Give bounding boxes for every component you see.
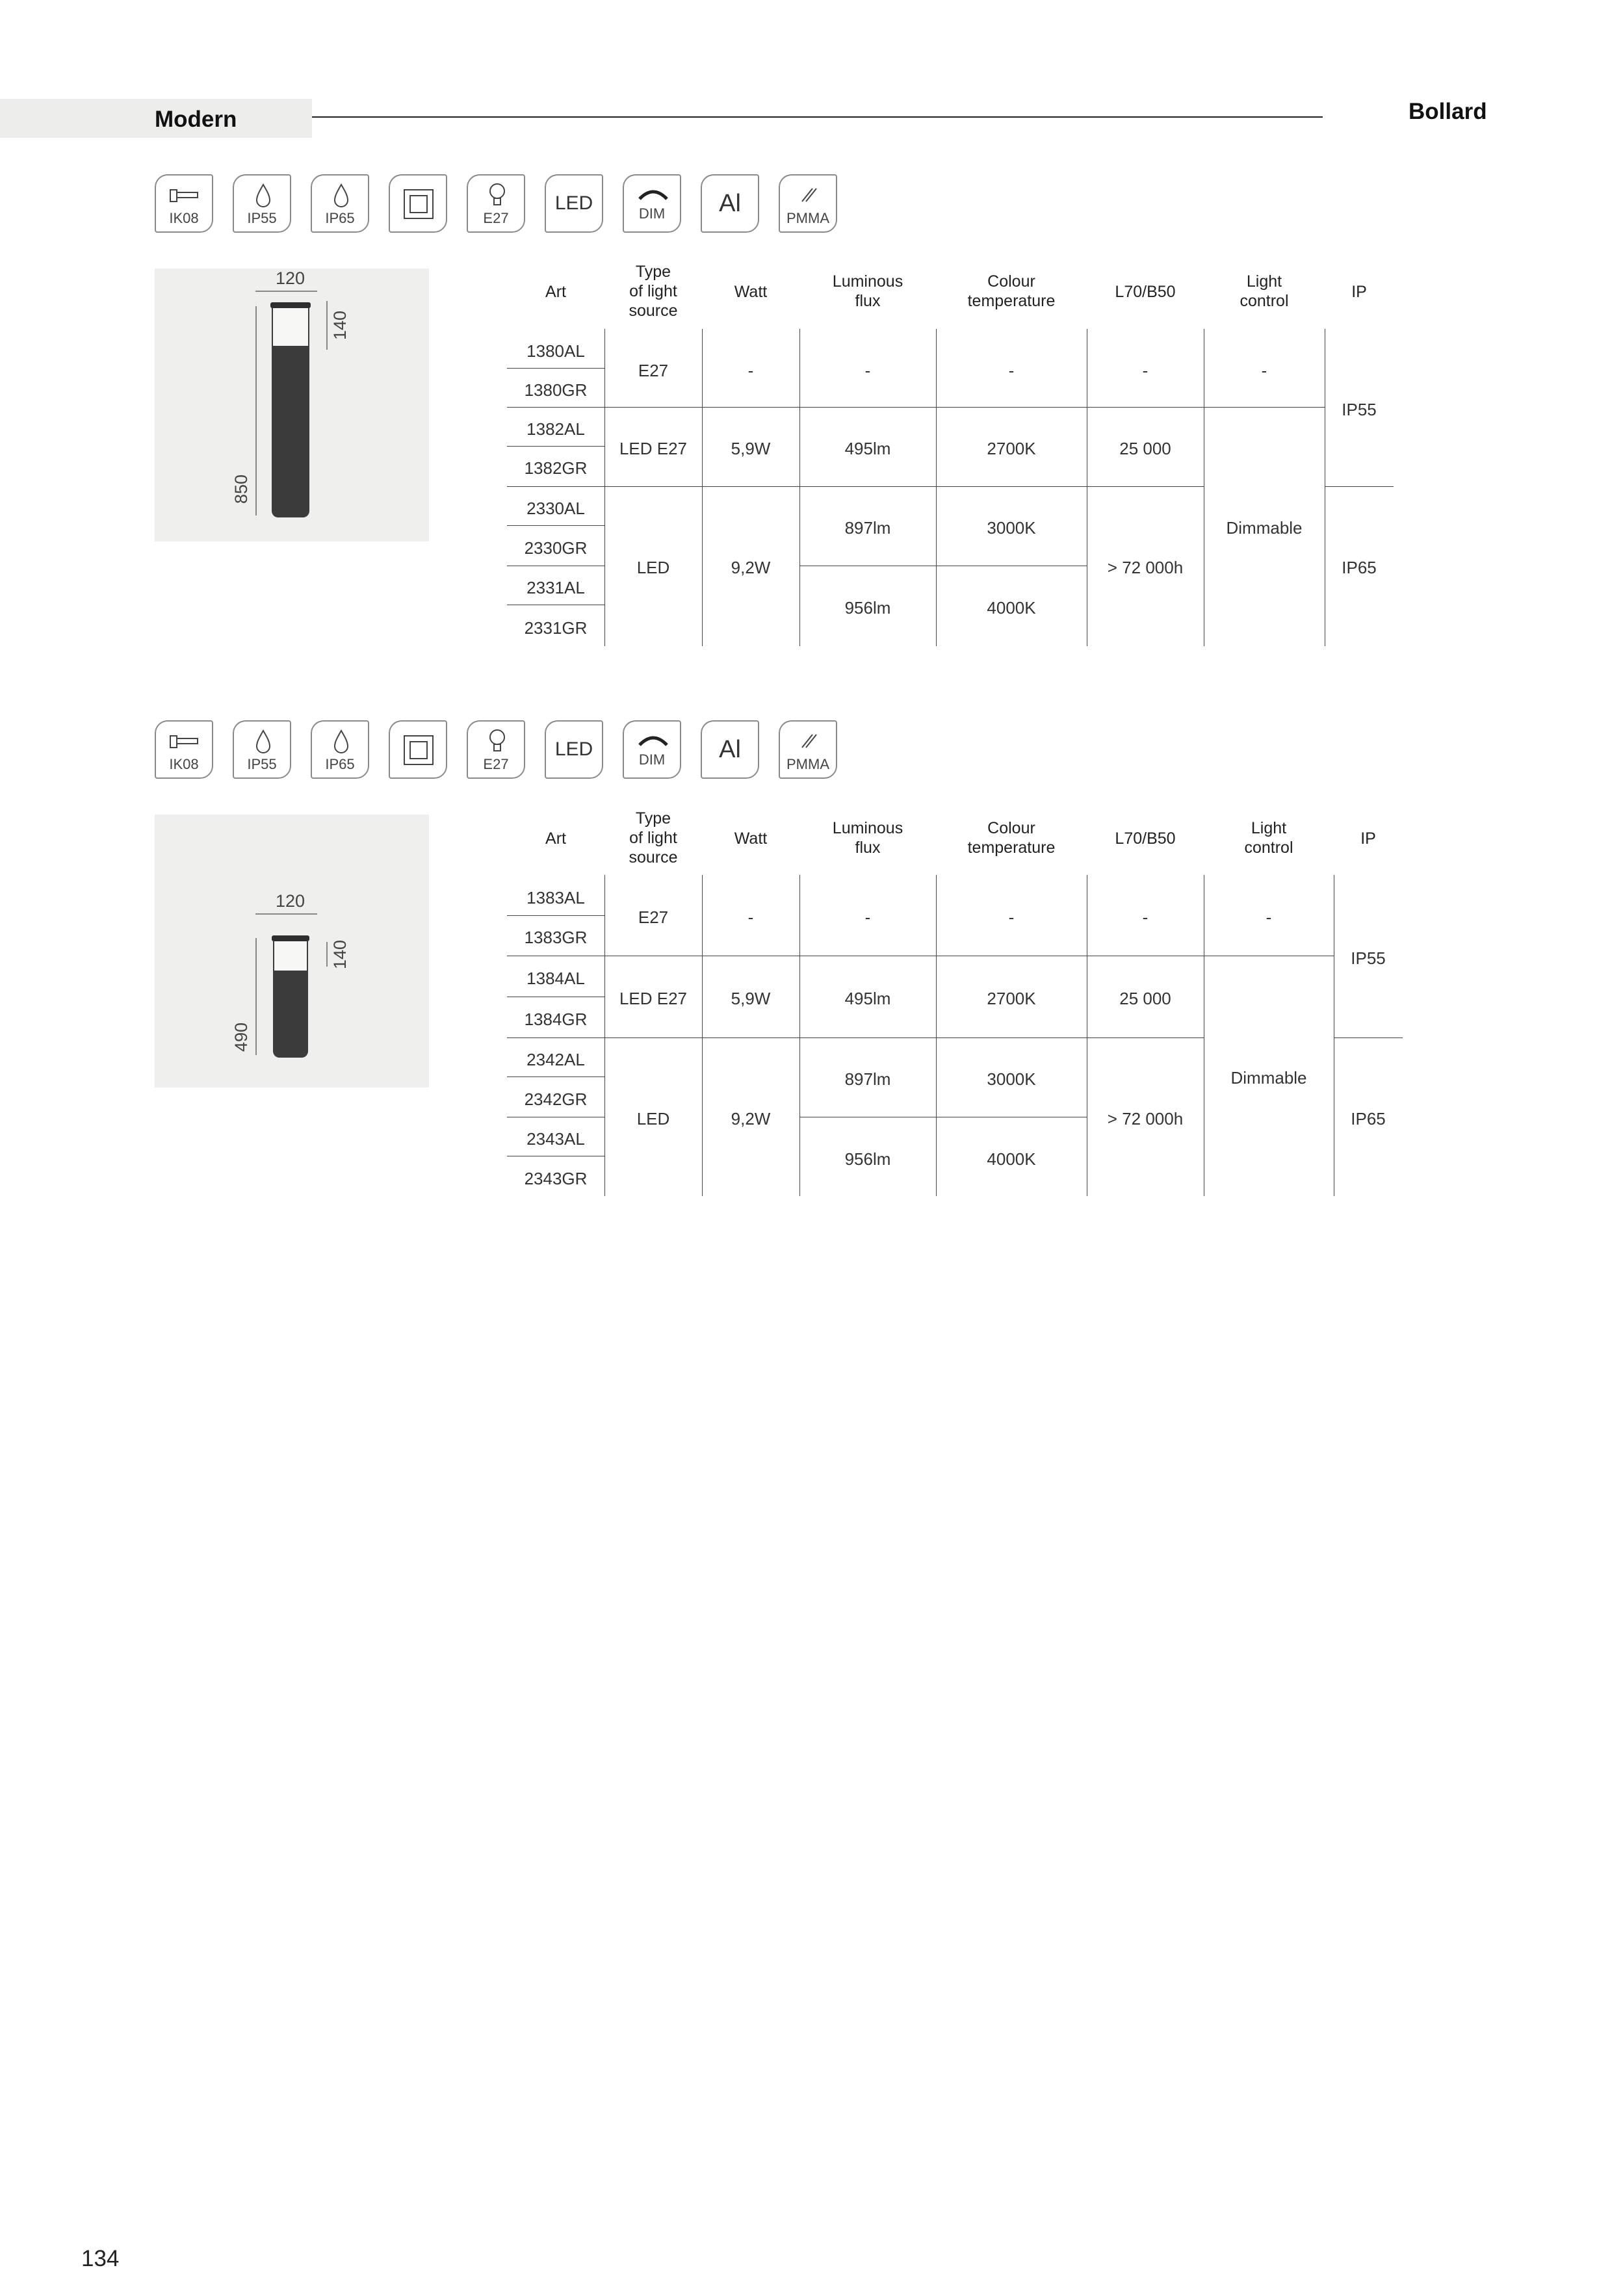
art-cell: 2343GR [524,1169,588,1188]
watt-cell: 9,2W [731,1109,771,1128]
header-colour: Colour temperature [967,819,1056,857]
row-divider [507,525,604,526]
class-ii-icon [389,174,447,233]
header-watt: Watt [734,829,768,848]
page-number: 134 [81,2246,120,2271]
width-dimension: 120 [276,268,305,288]
watt-cell: 5,9W [731,439,771,458]
flux-cell: 897lm [844,518,891,538]
row-divider [507,1076,604,1077]
ip65-icon: IP65 [311,720,369,779]
flux-cell: 897lm [844,1069,891,1089]
dim-icon: DIM [623,720,681,779]
colour-cell: 3000K [987,518,1036,538]
diffuser-dimension-line [326,301,328,350]
control-cell: - [1266,907,1272,927]
height-dimension: 490 [231,1022,251,1052]
group-divider [507,1037,1204,1038]
header-l70: L70/B50 [1115,829,1176,848]
control-cell: - [1261,361,1267,380]
flux-cell: 956lm [844,598,891,618]
art-cell: 1384GR [524,1010,588,1029]
ip55-icon: IP55 [233,174,291,233]
art-cell: 2331GR [524,618,588,638]
l70-cell: > 72 000h [1107,1109,1184,1128]
colour-cell: 3000K [987,1069,1036,1089]
ip55-icon: IP55 [233,720,291,779]
group-divider [1325,486,1394,487]
art-cell: 1382AL [526,419,585,439]
header-colour: Colour temperature [967,272,1056,310]
dim-icon: DIM [623,174,681,233]
dimmable-cell: Dimmable [1230,1068,1307,1088]
aluminium-icon: Al [701,720,759,779]
bollard-cap [272,935,309,941]
ip65-icon: IP65 [311,174,369,233]
watt-cell: - [747,361,754,380]
row-divider [507,446,604,447]
type-cell: LED E27 [619,439,688,458]
product-image-bollard-850 [155,268,429,541]
ip-cell: IP55 [1351,948,1386,968]
aluminium-icon: Al [701,174,759,233]
header-flux: Luminous flux [832,819,903,857]
header-art: Art [545,283,566,301]
led-icon: LED [545,720,603,779]
type-cell: LED [636,558,670,577]
type-cell: E27 [638,907,669,927]
colour-cell: - [1008,361,1015,380]
group-divider [507,486,1204,487]
group-divider [507,407,1325,408]
class-ii-icon [389,720,447,779]
l70-cell: 25 000 [1119,989,1171,1008]
header-type: Type of light source [629,809,678,867]
height-dimension: 850 [231,474,251,504]
e27-bulb-icon: E27 [467,720,525,779]
diffuser-dimension-line [326,942,328,967]
flux-cell: 956lm [844,1149,891,1169]
bollard-diffuser [273,941,308,971]
colour-cell: 2700K [987,989,1036,1008]
dimmable-cell: Dimmable [1226,518,1303,538]
colour-cell: - [1008,907,1015,927]
l70-cell: - [1142,361,1149,380]
art-cell: 2330GR [524,538,588,558]
pmma-icon: PMMA [779,174,837,233]
header-control: Light control [1240,272,1289,310]
bollard-diffuser [272,308,309,346]
ip-cell: IP65 [1342,558,1377,577]
art-cell: 2342AL [526,1050,585,1069]
art-cell: 1380AL [526,341,585,361]
e27-bulb-icon: E27 [467,174,525,233]
art-cell: 2330AL [526,499,585,518]
type-cell: LED E27 [619,989,688,1008]
type-cell: E27 [638,361,669,380]
colour-cell: 2700K [987,439,1036,458]
watt-cell: - [747,907,754,927]
product-image-bollard-490 [155,815,429,1088]
led-icon: LED [545,174,603,233]
art-cell: 2331AL [526,578,585,597]
header-type: Type of light source [629,263,678,320]
art-cell: 1383GR [524,928,588,947]
bollard-body [272,346,309,517]
width-dimension-line [255,291,317,292]
header-watt: Watt [734,283,768,301]
flux-cell: 495lm [844,439,891,458]
art-cell: 1384AL [526,969,585,988]
ik08-icon: IK08 [155,174,213,233]
bollard-body [273,971,308,1058]
type-cell: LED [636,1109,670,1128]
l70-cell: - [1142,907,1149,927]
art-cell: 1380GR [524,380,588,400]
flux-cell: - [864,361,871,380]
width-dimension-line [255,913,317,915]
header-rule [312,116,1323,118]
category-title: Bollard [1409,99,1487,124]
art-cell: 1382GR [524,458,588,478]
colour-cell: 4000K [987,598,1036,618]
art-cell: 2342GR [524,1089,588,1109]
section-title: Modern [155,107,237,132]
ip-cell: IP55 [1342,400,1377,419]
row-divider [507,368,604,369]
group-divider [1334,1037,1403,1038]
bollard-cap [270,302,311,308]
diffuser-dimension: 140 [330,939,350,969]
pmma-icon: PMMA [779,720,837,779]
height-dimension-line [255,306,257,515]
l70-cell: 25 000 [1119,439,1171,458]
art-cell: 2343AL [526,1129,585,1149]
art-cell: 1383AL [526,888,585,907]
height-dimension-line [255,938,257,1055]
colour-cell: 4000K [987,1149,1036,1169]
section-tab [0,99,312,138]
flux-cell: - [864,907,871,927]
header-control: Light control [1244,819,1293,857]
header-ip: IP [1351,283,1367,301]
header-art: Art [545,829,566,848]
ip-cell: IP65 [1351,1109,1386,1128]
row-divider [507,915,604,916]
watt-cell: 5,9W [731,989,771,1008]
header-l70: L70/B50 [1115,283,1176,301]
header-ip: IP [1360,829,1376,848]
watt-cell: 9,2W [731,558,771,577]
flux-cell: 495lm [844,989,891,1008]
l70-cell: > 72 000h [1107,558,1184,577]
header-flux: Luminous flux [832,272,903,310]
ik08-icon: IK08 [155,720,213,779]
width-dimension: 120 [276,891,305,911]
diffuser-dimension: 140 [330,310,350,340]
